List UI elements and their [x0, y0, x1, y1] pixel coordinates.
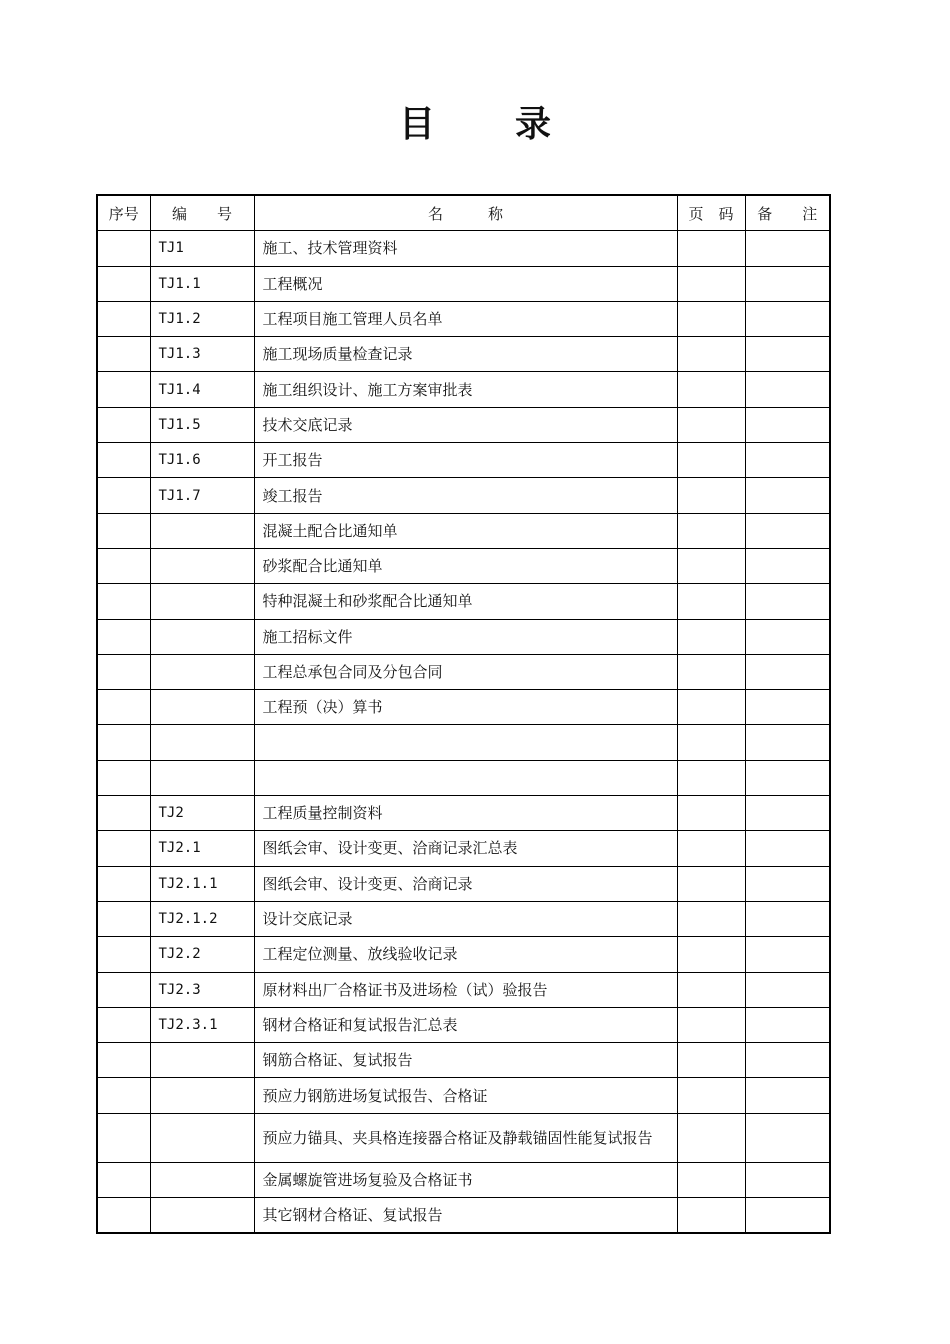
- table-row: [97, 443, 830, 478]
- cell-note: [745, 619, 830, 654]
- table-row: [97, 760, 830, 795]
- cell-name: 工程概况: [254, 266, 677, 301]
- cell-code: [150, 619, 254, 654]
- cell-seq: [97, 407, 150, 442]
- cell-code: TJ1.6: [150, 443, 254, 478]
- cell-code: TJ2.2: [150, 937, 254, 972]
- cell-code: TJ1.7: [150, 478, 254, 513]
- cell-code: [150, 760, 254, 795]
- cell-name: 金属螺旋管进场复验及合格证书: [254, 1162, 677, 1197]
- cell-note: [745, 548, 830, 583]
- cell-code: [150, 1113, 254, 1162]
- cell-seq: [97, 831, 150, 866]
- cell-note: [745, 901, 830, 936]
- cell-code: TJ1: [150, 231, 254, 266]
- cell-code: [150, 584, 254, 619]
- cell-page: [677, 478, 745, 513]
- cell-name: 工程质量控制资料: [254, 796, 677, 831]
- cell-code: TJ1.4: [150, 372, 254, 407]
- cell-note: [745, 760, 830, 795]
- header-page: 页 码: [677, 195, 745, 231]
- cell-code: TJ1.5: [150, 407, 254, 442]
- table-row: [97, 690, 830, 725]
- cell-note: [745, 1007, 830, 1042]
- cell-name: 图纸会审、设计变更、洽商记录汇总表: [254, 831, 677, 866]
- table-row: [97, 725, 830, 760]
- cell-note: [745, 1162, 830, 1197]
- cell-code: [150, 548, 254, 583]
- cell-note: [745, 1198, 830, 1234]
- cell-name: [254, 725, 677, 760]
- cell-seq: [97, 1113, 150, 1162]
- cell-seq: [97, 548, 150, 583]
- cell-page: [677, 584, 745, 619]
- table-row: [97, 548, 830, 583]
- cell-note: [745, 1113, 830, 1162]
- table-row: [97, 1162, 830, 1197]
- table-row: [97, 301, 830, 336]
- cell-name: [254, 760, 677, 795]
- cell-code: [150, 690, 254, 725]
- cell-seq: [97, 372, 150, 407]
- cell-page: [677, 372, 745, 407]
- cell-page: [677, 1113, 745, 1162]
- cell-code: TJ1.1: [150, 266, 254, 301]
- table-row: [97, 937, 830, 972]
- cell-seq: [97, 1007, 150, 1042]
- table-row: [97, 1113, 830, 1162]
- header-code: 编 号: [150, 195, 254, 231]
- cell-note: [745, 584, 830, 619]
- cell-name: 工程项目施工管理人员名单: [254, 301, 677, 336]
- table-row: [97, 584, 830, 619]
- cell-code: TJ1.3: [150, 337, 254, 372]
- cell-name: 开工报告: [254, 443, 677, 478]
- cell-code: TJ1.2: [150, 301, 254, 336]
- cell-name: 技术交底记录: [254, 407, 677, 442]
- table-row: [97, 407, 830, 442]
- table-row: [97, 866, 830, 901]
- cell-code: [150, 1043, 254, 1078]
- cell-seq: [97, 725, 150, 760]
- cell-seq: [97, 584, 150, 619]
- header-name: 名 称: [254, 195, 677, 231]
- cell-note: [745, 443, 830, 478]
- cell-note: [745, 1078, 830, 1113]
- cell-note: [745, 972, 830, 1007]
- cell-page: [677, 866, 745, 901]
- cell-note: [745, 478, 830, 513]
- cell-seq: [97, 443, 150, 478]
- cell-code: TJ2.1.2: [150, 901, 254, 936]
- cell-seq: [97, 266, 150, 301]
- cell-code: [150, 725, 254, 760]
- cell-page: [677, 1162, 745, 1197]
- table-row: [97, 231, 830, 266]
- cell-page: [677, 443, 745, 478]
- cell-name: 施工组织设计、施工方案审批表: [254, 372, 677, 407]
- cell-note: [745, 937, 830, 972]
- cell-seq: [97, 337, 150, 372]
- cell-page: [677, 690, 745, 725]
- table-row: [97, 372, 830, 407]
- table-row: [97, 831, 830, 866]
- cell-seq: [97, 478, 150, 513]
- cell-seq: [97, 901, 150, 936]
- cell-page: [677, 513, 745, 548]
- cell-name: 原材料出厂合格证书及进场检（试）验报告: [254, 972, 677, 1007]
- cell-seq: [97, 972, 150, 1007]
- cell-page: [677, 266, 745, 301]
- cell-page: [677, 760, 745, 795]
- cell-note: [745, 407, 830, 442]
- cell-page: [677, 831, 745, 866]
- cell-seq: [97, 301, 150, 336]
- cell-name: 混凝土配合比通知单: [254, 513, 677, 548]
- cell-note: [745, 1043, 830, 1078]
- cell-name: 工程预（决）算书: [254, 690, 677, 725]
- cell-name: 设计交底记录: [254, 901, 677, 936]
- table-row: [97, 478, 830, 513]
- cell-code: [150, 1162, 254, 1197]
- cell-page: [677, 231, 745, 266]
- cell-name: 施工、技术管理资料: [254, 231, 677, 266]
- cell-seq: [97, 866, 150, 901]
- cell-seq: [97, 1078, 150, 1113]
- cell-name: 其它钢材合格证、复试报告: [254, 1198, 677, 1234]
- cell-note: [745, 866, 830, 901]
- cell-seq: [97, 654, 150, 689]
- cell-seq: [97, 796, 150, 831]
- cell-page: [677, 1198, 745, 1234]
- cell-note: [745, 372, 830, 407]
- page-title: [0, 96, 950, 147]
- cell-seq: [97, 619, 150, 654]
- table-body: [97, 231, 830, 1234]
- cell-note: [745, 654, 830, 689]
- table-row: [97, 619, 830, 654]
- cell-page: [677, 725, 745, 760]
- cell-seq: [97, 760, 150, 795]
- cell-seq: [97, 937, 150, 972]
- header-row: [97, 195, 830, 231]
- table-row: [97, 337, 830, 372]
- cell-name: 特种混凝土和砂浆配合比通知单: [254, 584, 677, 619]
- cell-seq: [97, 1043, 150, 1078]
- cell-page: [677, 972, 745, 1007]
- table-row: [97, 1078, 830, 1113]
- cell-note: [745, 513, 830, 548]
- cell-name: 施工现场质量检查记录: [254, 337, 677, 372]
- cell-name: 施工招标文件: [254, 619, 677, 654]
- cell-name: 图纸会审、设计变更、洽商记录: [254, 866, 677, 901]
- cell-code: [150, 513, 254, 548]
- cell-page: [677, 1043, 745, 1078]
- table-row: [97, 266, 830, 301]
- table-row: [97, 1007, 830, 1042]
- cell-code: TJ2.3.1: [150, 1007, 254, 1042]
- cell-code: TJ2.1: [150, 831, 254, 866]
- cell-code: TJ2.1.1: [150, 866, 254, 901]
- table-row: [97, 1198, 830, 1234]
- table-row: [97, 901, 830, 936]
- cell-code: TJ2: [150, 796, 254, 831]
- cell-page: [677, 548, 745, 583]
- cell-page: [677, 654, 745, 689]
- cell-page: [677, 901, 745, 936]
- cell-note: [745, 266, 830, 301]
- cell-seq: [97, 231, 150, 266]
- cell-seq: [97, 513, 150, 548]
- cell-note: [745, 231, 830, 266]
- table-row: [97, 654, 830, 689]
- table-row: [97, 972, 830, 1007]
- cell-seq: [97, 1162, 150, 1197]
- cell-note: [745, 337, 830, 372]
- cell-code: [150, 1198, 254, 1234]
- table-row: [97, 796, 830, 831]
- cell-page: [677, 1078, 745, 1113]
- cell-name: 预应力钢筋进场复试报告、合格证: [254, 1078, 677, 1113]
- cell-name: 竣工报告: [254, 478, 677, 513]
- cell-note: [745, 796, 830, 831]
- page-title-char-1: 目: [398, 104, 435, 145]
- cell-note: [745, 690, 830, 725]
- cell-page: [677, 301, 745, 336]
- cell-name: 砂浆配合比通知单: [254, 548, 677, 583]
- cell-page: [677, 407, 745, 442]
- cell-name: 钢筋合格证、复试报告: [254, 1043, 677, 1078]
- cell-name: 工程定位测量、放线验收记录: [254, 937, 677, 972]
- cell-seq: [97, 690, 150, 725]
- contents-table: [96, 194, 831, 1234]
- page-title-char-2: 录: [515, 104, 552, 145]
- cell-note: [745, 831, 830, 866]
- cell-name: 钢材合格证和复试报告汇总表: [254, 1007, 677, 1042]
- cell-note: [745, 725, 830, 760]
- cell-code: [150, 1078, 254, 1113]
- table-row: [97, 513, 830, 548]
- cell-seq: [97, 1198, 150, 1234]
- cell-page: [677, 937, 745, 972]
- cell-code: [150, 654, 254, 689]
- table-row: [97, 1043, 830, 1078]
- cell-page: [677, 337, 745, 372]
- cell-name: 预应力锚具、夹具格连接器合格证及静载锚固性能复试报告: [254, 1113, 677, 1162]
- cell-page: [677, 1007, 745, 1042]
- cell-code: TJ2.3: [150, 972, 254, 1007]
- header-note: 备 注: [745, 195, 830, 231]
- header-seq: 序号: [97, 195, 150, 231]
- cell-page: [677, 619, 745, 654]
- cell-note: [745, 301, 830, 336]
- cell-name: 工程总承包合同及分包合同: [254, 654, 677, 689]
- cell-page: [677, 796, 745, 831]
